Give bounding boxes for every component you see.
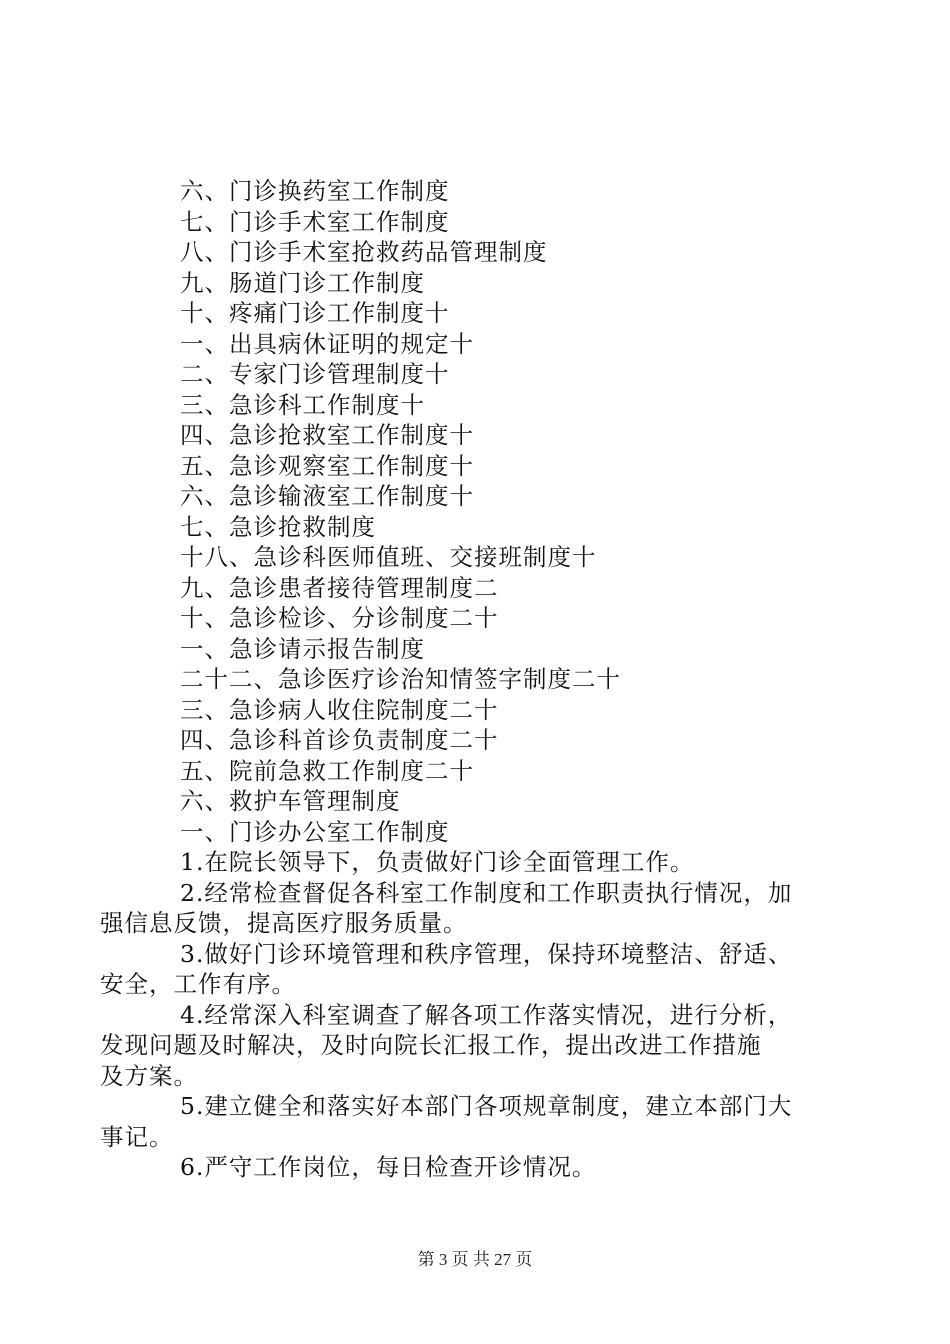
toc-line: 十、疼痛门诊工作制度十: [180, 299, 450, 327]
rule-text: 5.建立健全和落实好本部门各项规章制度，建立本部门大: [180, 1092, 793, 1120]
rule-text: 6.严守工作岗位，每日检查开诊情况。: [180, 1153, 597, 1181]
document-body: [100, 176, 830, 1183]
toc-line: 二十二、急诊医疗诊治知情签字制度二十: [180, 665, 621, 693]
rule-item-6: [100, 1152, 830, 1183]
rule-text: 3.做好门诊环境管理和秩序管理，保持环境整洁、舒适、: [180, 939, 793, 968]
rule-item-4: [100, 1000, 830, 1092]
toc-line: 八、门诊手术室抢救药品管理制度: [180, 238, 548, 266]
rule-text-continued: 发现问题及时解决，及时向院长汇报工作，提出改进工作措施: [100, 1031, 762, 1059]
toc-line: 六、急诊输液室工作制度十: [180, 482, 474, 510]
toc-line: 二、专家门诊管理制度十: [180, 360, 450, 388]
toc-line: 五、院前急救工作制度二十: [180, 756, 474, 785]
rule-item-3: [100, 939, 830, 1000]
toc-line: 三、急诊科工作制度十: [180, 390, 425, 419]
rule-item-5: [100, 1091, 830, 1152]
rule-item-2: [100, 878, 830, 939]
rule-text: 1.在院长领导下，负责做好门诊全面管理工作。: [180, 848, 695, 876]
toc-line: 六、门诊换药室工作制度: [180, 177, 450, 205]
rule-text: 4.经常深入科室调查了解各项工作落实情况，进行分析，: [180, 1000, 793, 1029]
rule-item-1: [100, 847, 830, 878]
toc-line: 五、急诊观察室工作制度十: [180, 451, 474, 480]
toc-line: 一、出具病休证明的规定十: [180, 329, 474, 358]
toc-line: 四、急诊抢救室工作制度十: [180, 421, 474, 449]
page-footer: 第 3 页 共 27 页: [417, 1250, 533, 1269]
rule-text-continued: 事记。: [100, 1122, 174, 1151]
toc-line: 七、门诊手术室工作制度: [180, 207, 450, 236]
toc-line: 九、急诊患者接待管理制度二: [180, 573, 499, 602]
rule-text-continued: 强信息反馈，提高医疗服务质量。: [100, 909, 468, 937]
toc-line: 九、肠道门诊工作制度: [180, 268, 425, 297]
toc-line: 四、急诊科首诊负责制度二十: [180, 726, 499, 754]
toc-line: 一、急诊请示报告制度: [180, 634, 425, 663]
toc-line: 六、救护车管理制度: [180, 787, 401, 815]
toc-line: 七、急诊抢救制度: [180, 512, 376, 541]
rule-text-continued: 安全，工作有序。: [100, 970, 296, 998]
toc-line: 十八、急诊科医师值班、交接班制度十: [180, 543, 597, 571]
toc-line: 十、急诊检诊、分诊制度二十: [180, 604, 499, 632]
rule-text: 2.经常检查督促各科室工作制度和工作职责执行情况，加: [180, 878, 793, 907]
rule-text-continued: 及方案。: [100, 1061, 198, 1090]
toc-line: 三、急诊病人收住院制度二十: [180, 695, 499, 724]
section-title: 一、门诊办公室工作制度: [180, 817, 450, 846]
